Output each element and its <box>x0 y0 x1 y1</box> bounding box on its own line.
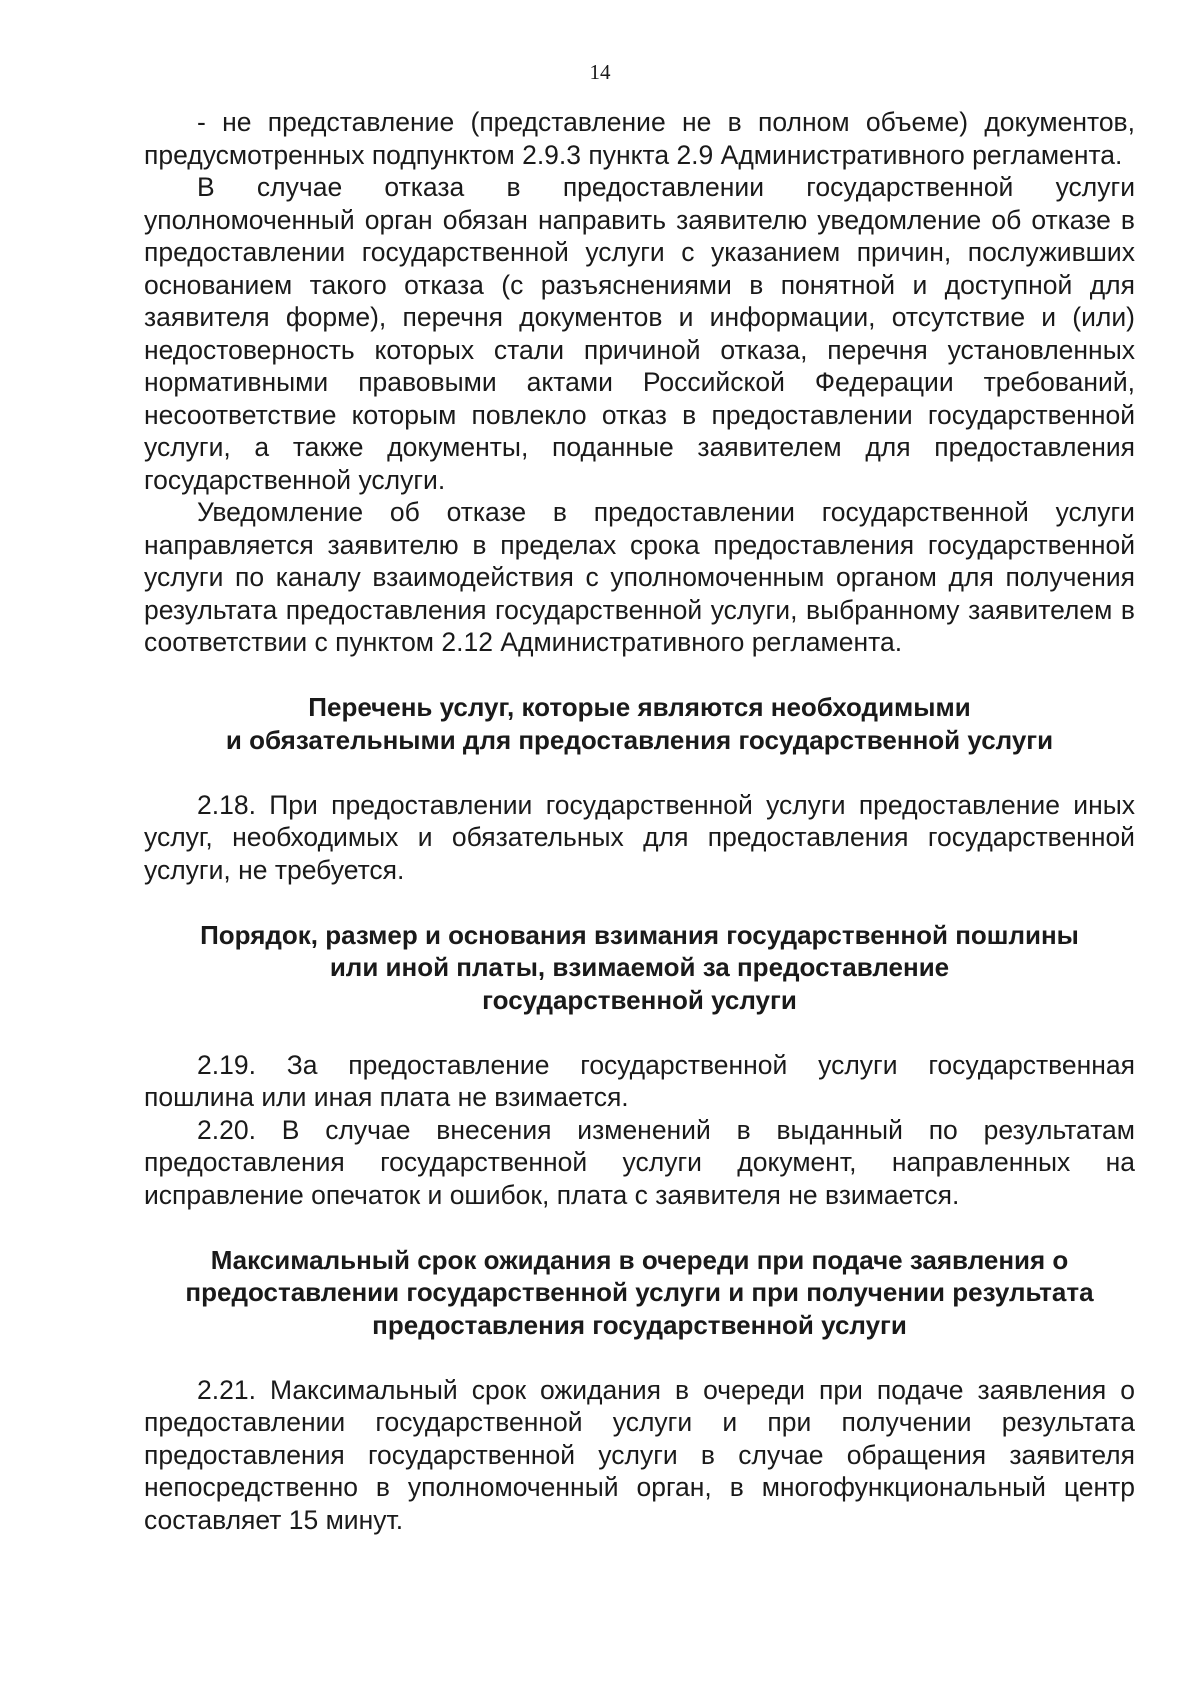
paragraph-2-21: 2.21. Максимальный срок ожидания в очереди при подаче заявления о предоставлении государственной услуги и при получении результата предоставления государственной услуги в случае обращения заявителя непосредственно в уполномоченный орган, в многофункциональный центр составляет 15 минут. <box>144 1374 1135 1535</box>
heading-line: предоставлении государственной услуги и при получении результата <box>185 1277 1094 1307</box>
heading-line: и обязательными для предоставления государственной услуги <box>225 724 1054 755</box>
heading-line: Максимальный срок ожидания в очереди при подаче заявления о <box>210 1244 1069 1275</box>
heading-line: или иной платы, взимаемой за предоставление <box>329 952 950 982</box>
page-number: 14 <box>589 60 611 84</box>
paragraph-notice-delivery: Уведомление об отказе в предоставлении государственной услуги направляется заявителю в пределах срока предоставления государственной услуги по каналу взаимодействия с уполномоченным органом для получения результата предоставления государственной услуги, выбранному заявителем в соответствии с пунктом 2.12 Административного регламента. <box>144 497 1135 657</box>
paragraph-2-19: 2.19. За предоставление государственной услуги государственная пошлина или иная плата не взимается. <box>144 1049 1135 1112</box>
paragraph-refusal-notice: В случае отказа в предоставлении государственной услуги уполномоченный орган обязан направить заявителю уведомление об отказе в предоставлении государственной услуги с указанием причин, послуживших основанием такого отказа (с разъяснениями в понятной и доступной для заявителя форме), перечня документов и информации, отсутствие и (или) недостоверность которых стали причиной отказа, перечня установленных нормативными правовыми актами Российской Федерации требований, несоответствие которым повлекло отказ в предоставлении государственной услуги, а также документы, поданные заявителем для предоставления государственной услуги. <box>144 172 1135 495</box>
heading-line: государственной услуги <box>482 984 797 1015</box>
page-body <box>144 106 1135 1536</box>
section-heading-state-fee <box>144 919 1135 1017</box>
section-heading-required-services <box>144 691 1135 756</box>
paragraph-2-18: 2.18. При предоставлении государственной услуги предоставление иных услуг, необходимых и обязательных для предоставления государственной услуги, не требуется. <box>144 789 1135 885</box>
section-heading-waiting-time <box>144 1244 1135 1342</box>
heading-line: предоставления государственной услуги <box>372 1309 907 1340</box>
paragraph-2-20: 2.20. В случае внесения изменений в выданный по результатам предоставления государственной услуги документ, направленных на исправление опечаток и ошибок, плата с заявителя не взимается. <box>144 1114 1135 1210</box>
paragraph-refusal-grounds: - не представление (представление не в полном объеме) документов, предусмотренных подпунктом 2.9.3 пункта 2.9 Административного регламента. <box>144 107 1135 170</box>
heading-line: Порядок, размер и основания взимания государственной пошлины <box>200 919 1079 950</box>
heading-line: Перечень услуг, которые являются необходимыми <box>308 692 971 722</box>
